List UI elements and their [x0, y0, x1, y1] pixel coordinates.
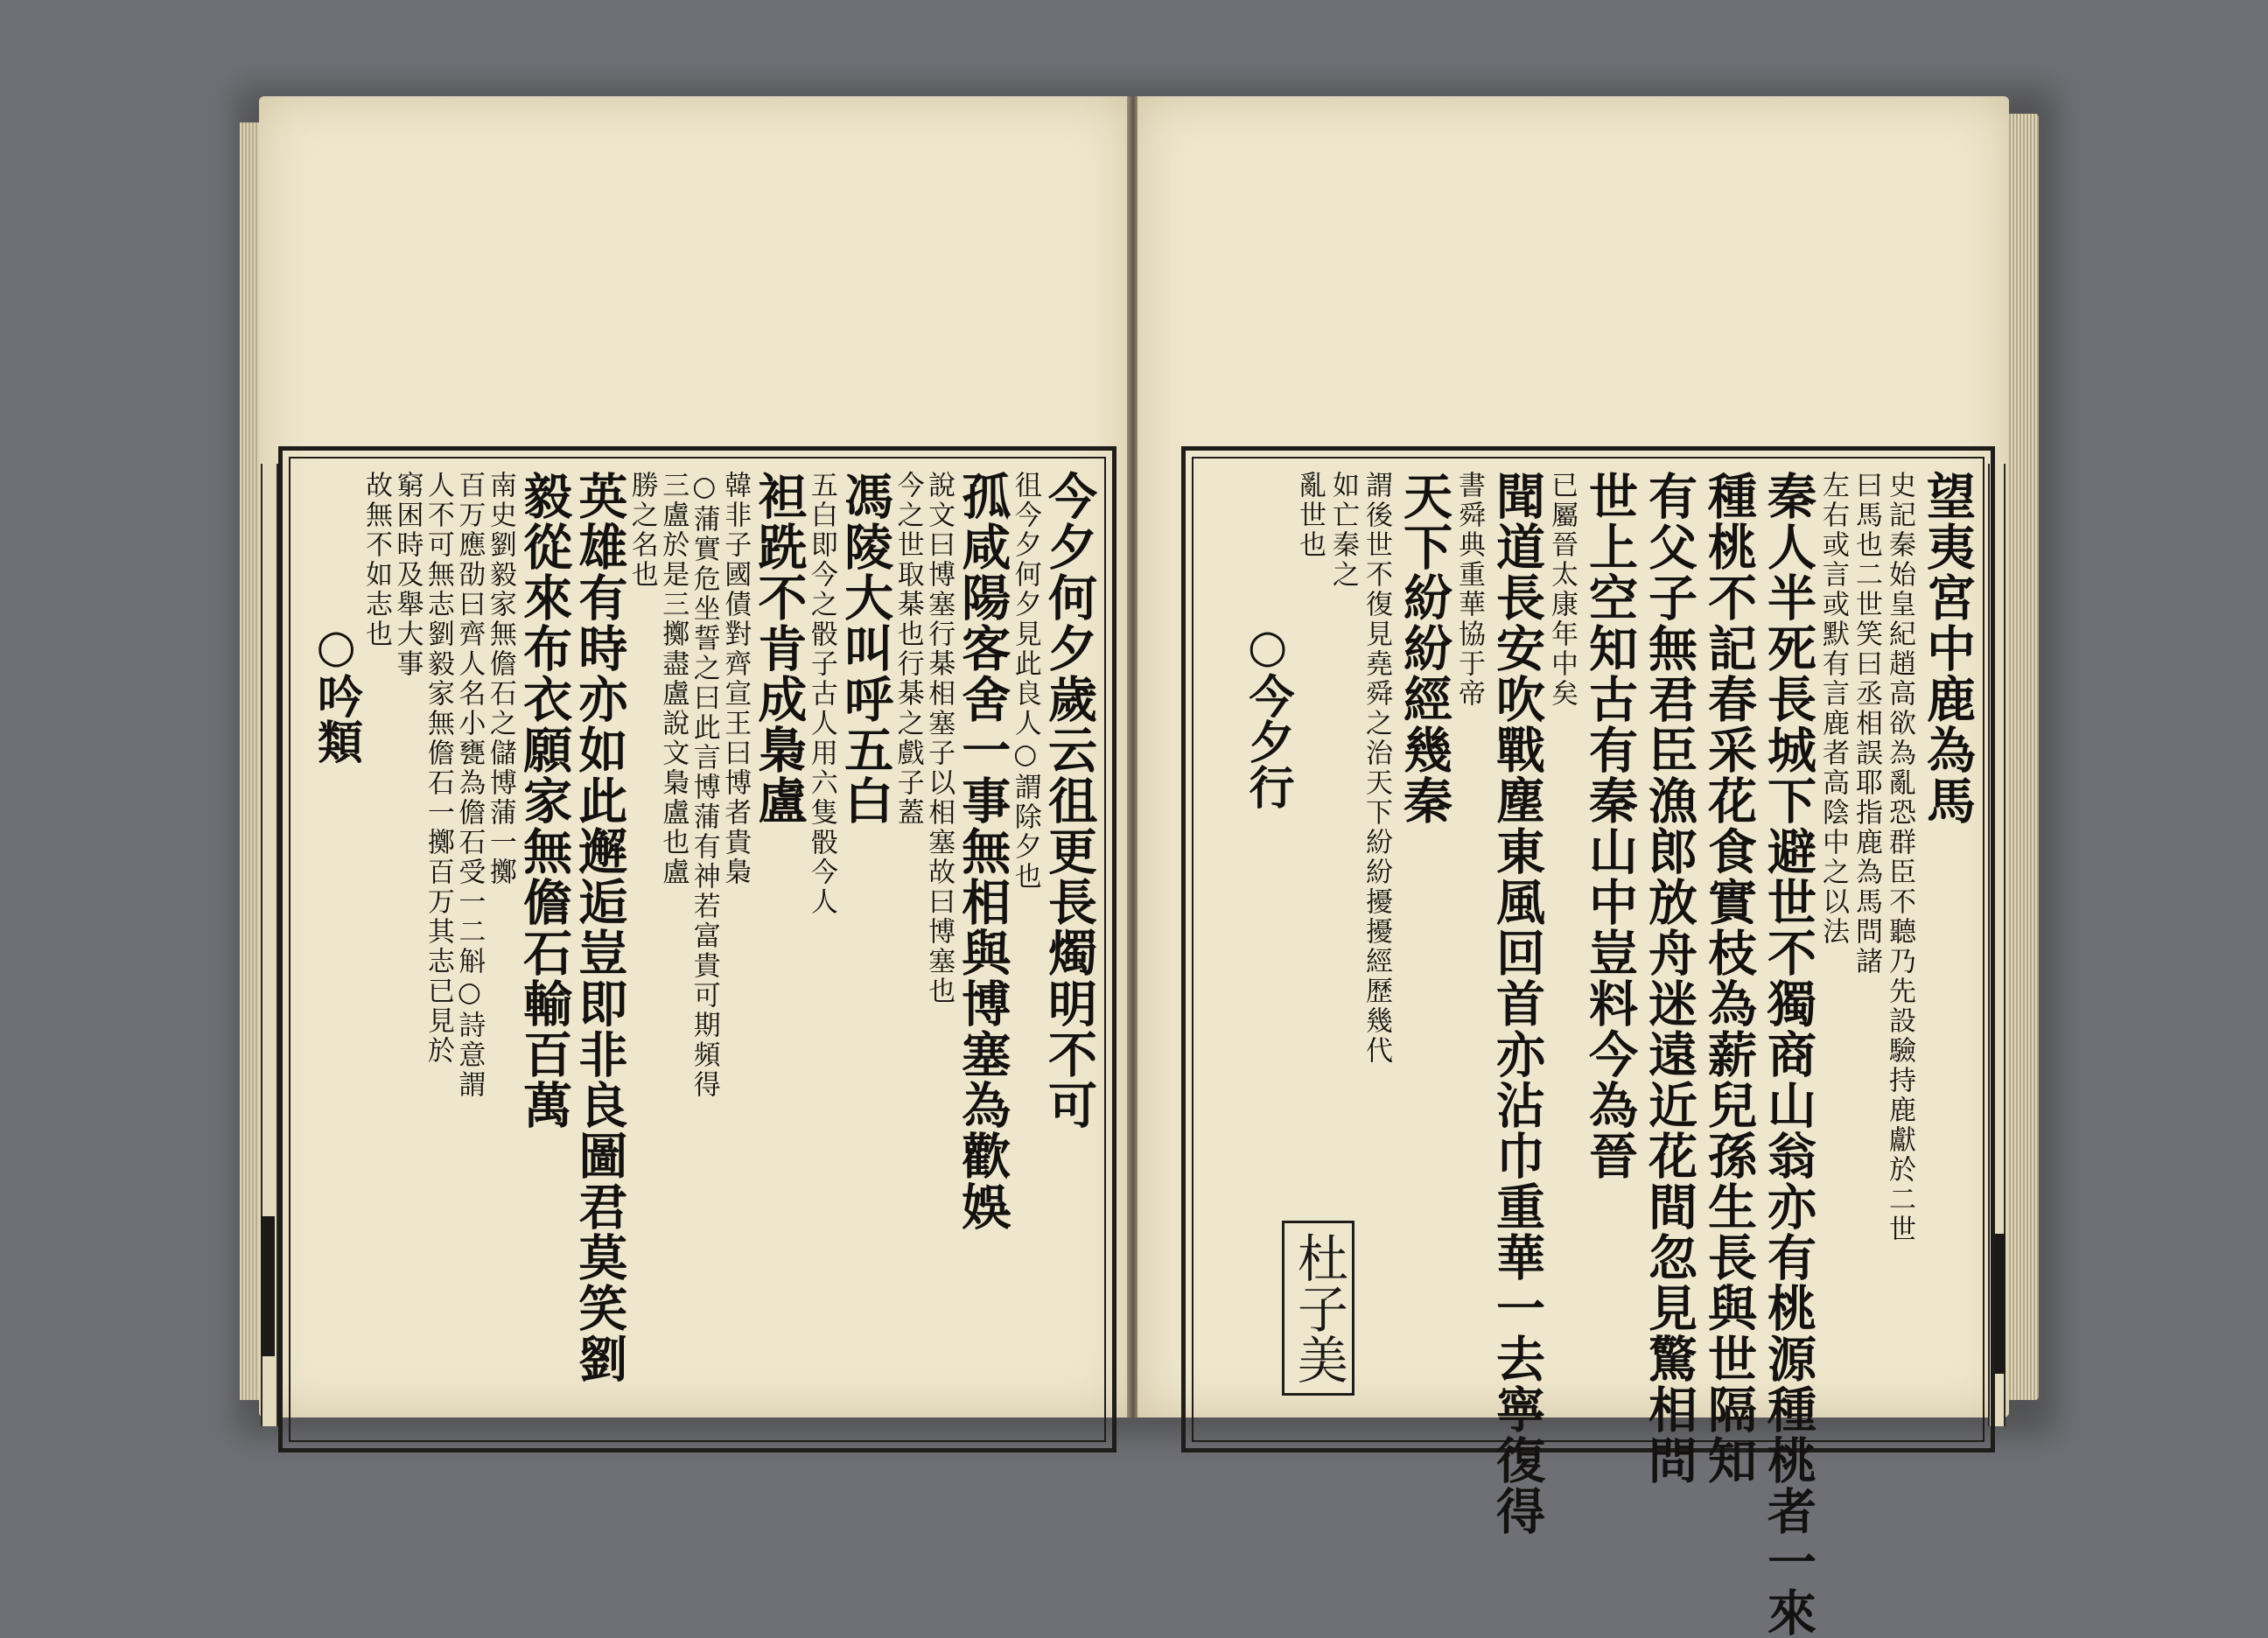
- text-column: 南史劉毅家無儋石之儲博蒲一擲: [484, 471, 516, 887]
- poem-title: ○吟類: [309, 620, 363, 764]
- text-column: 望夷宮中鹿為馬: [1919, 471, 1977, 826]
- text-column: 天下紛紛經幾秦: [1396, 471, 1453, 826]
- text-column: 世上空知古有秦山中豈料今為晉: [1581, 471, 1639, 1181]
- left-text-columns: [289, 457, 1106, 1442]
- text-column: 說文曰博塞行棊相塞子以相塞故曰博塞也: [923, 471, 956, 1006]
- text-column: 百万應劭曰齊人名小甕為儋石受一二斛○詩意謂: [453, 471, 486, 1100]
- text-column: 孤咸陽客舍一事無相與博塞為歡娛: [954, 471, 1012, 1232]
- left-text-frame: [278, 446, 1116, 1452]
- right-text-frame: [1181, 446, 1995, 1638]
- text-column: 袒跣不肯成梟盧: [750, 471, 808, 826]
- text-column: 亂世也: [1294, 471, 1326, 560]
- text-column: 聞道長安吹戰塵東風回首亦沾巾重華一去寧復得: [1488, 471, 1546, 1536]
- text-column: 馮陵大叫呼五白: [836, 471, 895, 826]
- text-column: 今夕何夕歲云徂更長燭明不可: [1040, 471, 1098, 1130]
- text-column: 英雄有時亦如此邂逅豈即非良圖君莫笑劉: [570, 471, 629, 1384]
- left-page: [259, 96, 1129, 1418]
- text-column: 曰馬也二世笑曰丞相誤耶指鹿為馬問諸: [1851, 471, 1882, 976]
- text-column: 謂後世不復見堯舜之治天下紛紛擾擾經歷幾代: [1361, 471, 1392, 1066]
- text-column: 人不可無志劉毅家無儋石一擲百万其志已見於: [422, 471, 454, 1066]
- text-column: 左右或言或默有言鹿者高陰中之以法: [1817, 471, 1849, 947]
- text-column: 書舜典重華協于帝: [1453, 471, 1485, 709]
- text-column: 已屬晉太康年中矣: [1546, 471, 1578, 709]
- text-column: 秦人半死長城下避世不獨商山翁亦有桃源種桃者一來: [1760, 471, 1817, 1638]
- right-page: [1138, 96, 2009, 1638]
- author-name-box: 杜子美: [1282, 1221, 1354, 1396]
- left-page-edge-block: [261, 1216, 275, 1356]
- text-column: 今之世取棊也行棊之戲子蓋: [892, 471, 924, 828]
- text-column: 勝之名也: [626, 471, 658, 590]
- text-column: 如亡秦之: [1327, 471, 1359, 590]
- text-column: 窮困時及舉大事: [391, 471, 424, 679]
- poem-title: ○今夕行: [1241, 620, 1294, 809]
- text-column: 故無不如志也: [360, 471, 392, 649]
- text-column: 種桃不記春采花食實枝為薪兒孫生長與世隔知: [1700, 471, 1758, 1486]
- text-column: 三盧於是三擲盡盧說文梟盧也盧: [657, 471, 690, 887]
- text-column: 有父子無君臣漁郎放舟迷遠近花間忽見驚相問: [1641, 471, 1698, 1486]
- text-column: 史記秦始皇紀趙高欲為亂恐群臣不聽乃先設驗持鹿獻於二世: [1884, 471, 1915, 1244]
- text-column: 韓非子國債對齊宣王曰博者貴梟: [719, 471, 752, 887]
- text-column: 徂今夕何夕見此良人○謂除夕也: [1009, 471, 1041, 892]
- text-column: 五白即今之骰子古人用六隻骰今人: [805, 471, 837, 917]
- text-column: 毅從來布衣願家無儋石輸百萬: [515, 471, 574, 1130]
- text-column: ○蒲實危坐誓之曰此言博蒲有神若富貴可期頻得: [688, 471, 720, 1100]
